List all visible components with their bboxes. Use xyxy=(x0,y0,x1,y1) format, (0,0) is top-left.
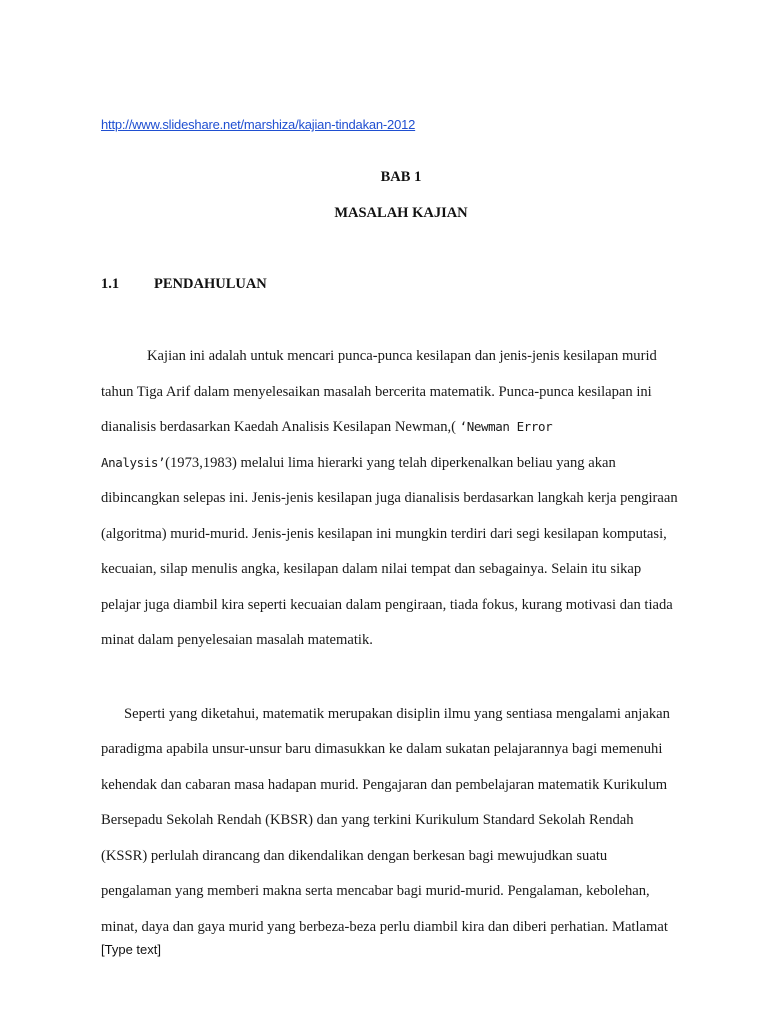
paragraph-line: minat, daya dan gaya murid yang berbeza-beza perlu diambil kira dan diberi perhatian. Matlamat xyxy=(101,919,668,935)
paragraph-line xyxy=(101,417,552,437)
paragraph-line: tahun Tiga Arif dalam menyelesaikan masalah bercerita matematik. Punca-punca kesilapan ini xyxy=(101,384,652,400)
chapter-title: MASALAH KAJIAN xyxy=(334,205,468,221)
paragraph-line: kehendak dan cabaran masa hadapan murid. Pengajaran dan pembelajaran matematik Kurikulum xyxy=(101,777,668,793)
footer-placeholder: [Type text] xyxy=(101,942,161,957)
paragraph-line: minat dalam penyelesaian masalah matematik. xyxy=(101,632,373,648)
quoted-term: Analysis’ xyxy=(101,455,166,470)
paragraph-line: dibincangkan selepas ini. Jenis-jenis kesilapan juga dianalisis berdasarkan langkah kerja pengiraan xyxy=(101,490,678,506)
paragraph-line: kecuaian, silap menulis angka, kesilapan dalam nilai tempat dan sebagainya. Selain itu sikap xyxy=(101,561,642,577)
source-link[interactable]: http://www.slideshare.net/marshiza/kajian-tindakan-2012 xyxy=(101,117,416,132)
paragraph-line: Seperti yang diketahui, matematik merupakan disiplin ilmu yang sentiasa mengalami anjakan xyxy=(124,706,670,722)
paragraph-line xyxy=(101,453,616,473)
paragraph-text: (1973,1983) melalui lima hierarki yang telah diperkenalkan beliau yang akan xyxy=(165,455,616,471)
paragraph-line: Kajian ini adalah untuk mencari punca-punca kesilapan dan jenis-jenis kesilapan murid xyxy=(147,348,657,364)
section-title: PENDAHULUAN xyxy=(154,276,267,292)
paragraph-line: pelajar juga diambil kira seperti kecuaian dalam pengiraan, tiada fokus, kurang motivasi dan tiada xyxy=(101,597,673,613)
paragraph-text: dianalisis berdasarkan Kaedah Analisis Kesilapan Newman,( xyxy=(101,419,460,435)
paragraph-line: pengalaman yang memberi makna serta mencabar bagi murid-murid. Pengalaman, kebolehan, xyxy=(101,883,650,899)
paragraph-line: (KSSR) perlulah dirancang dan dikendalikan dengan berkesan bagi mewujudkan suatu xyxy=(101,848,608,864)
chapter-number: BAB 1 xyxy=(380,169,422,185)
paragraph-line: (algoritma) murid-murid. Jenis-jenis kesilapan ini mungkin terdiri dari segi kesilapan komputasi, xyxy=(101,526,667,542)
paragraph-line: Bersepadu Sekolah Rendah (KBSR) dan yang terkini Kurikulum Standard Sekolah Rendah xyxy=(101,812,634,828)
section-number: 1.1 xyxy=(101,276,120,292)
paragraph-line: paradigma apabila unsur-unsur baru dimasukkan ke dalam sukatan pelajarannya bagi memenuhi xyxy=(101,741,663,757)
section-heading xyxy=(101,276,267,293)
quoted-term: ‘Newman Error xyxy=(459,419,553,434)
